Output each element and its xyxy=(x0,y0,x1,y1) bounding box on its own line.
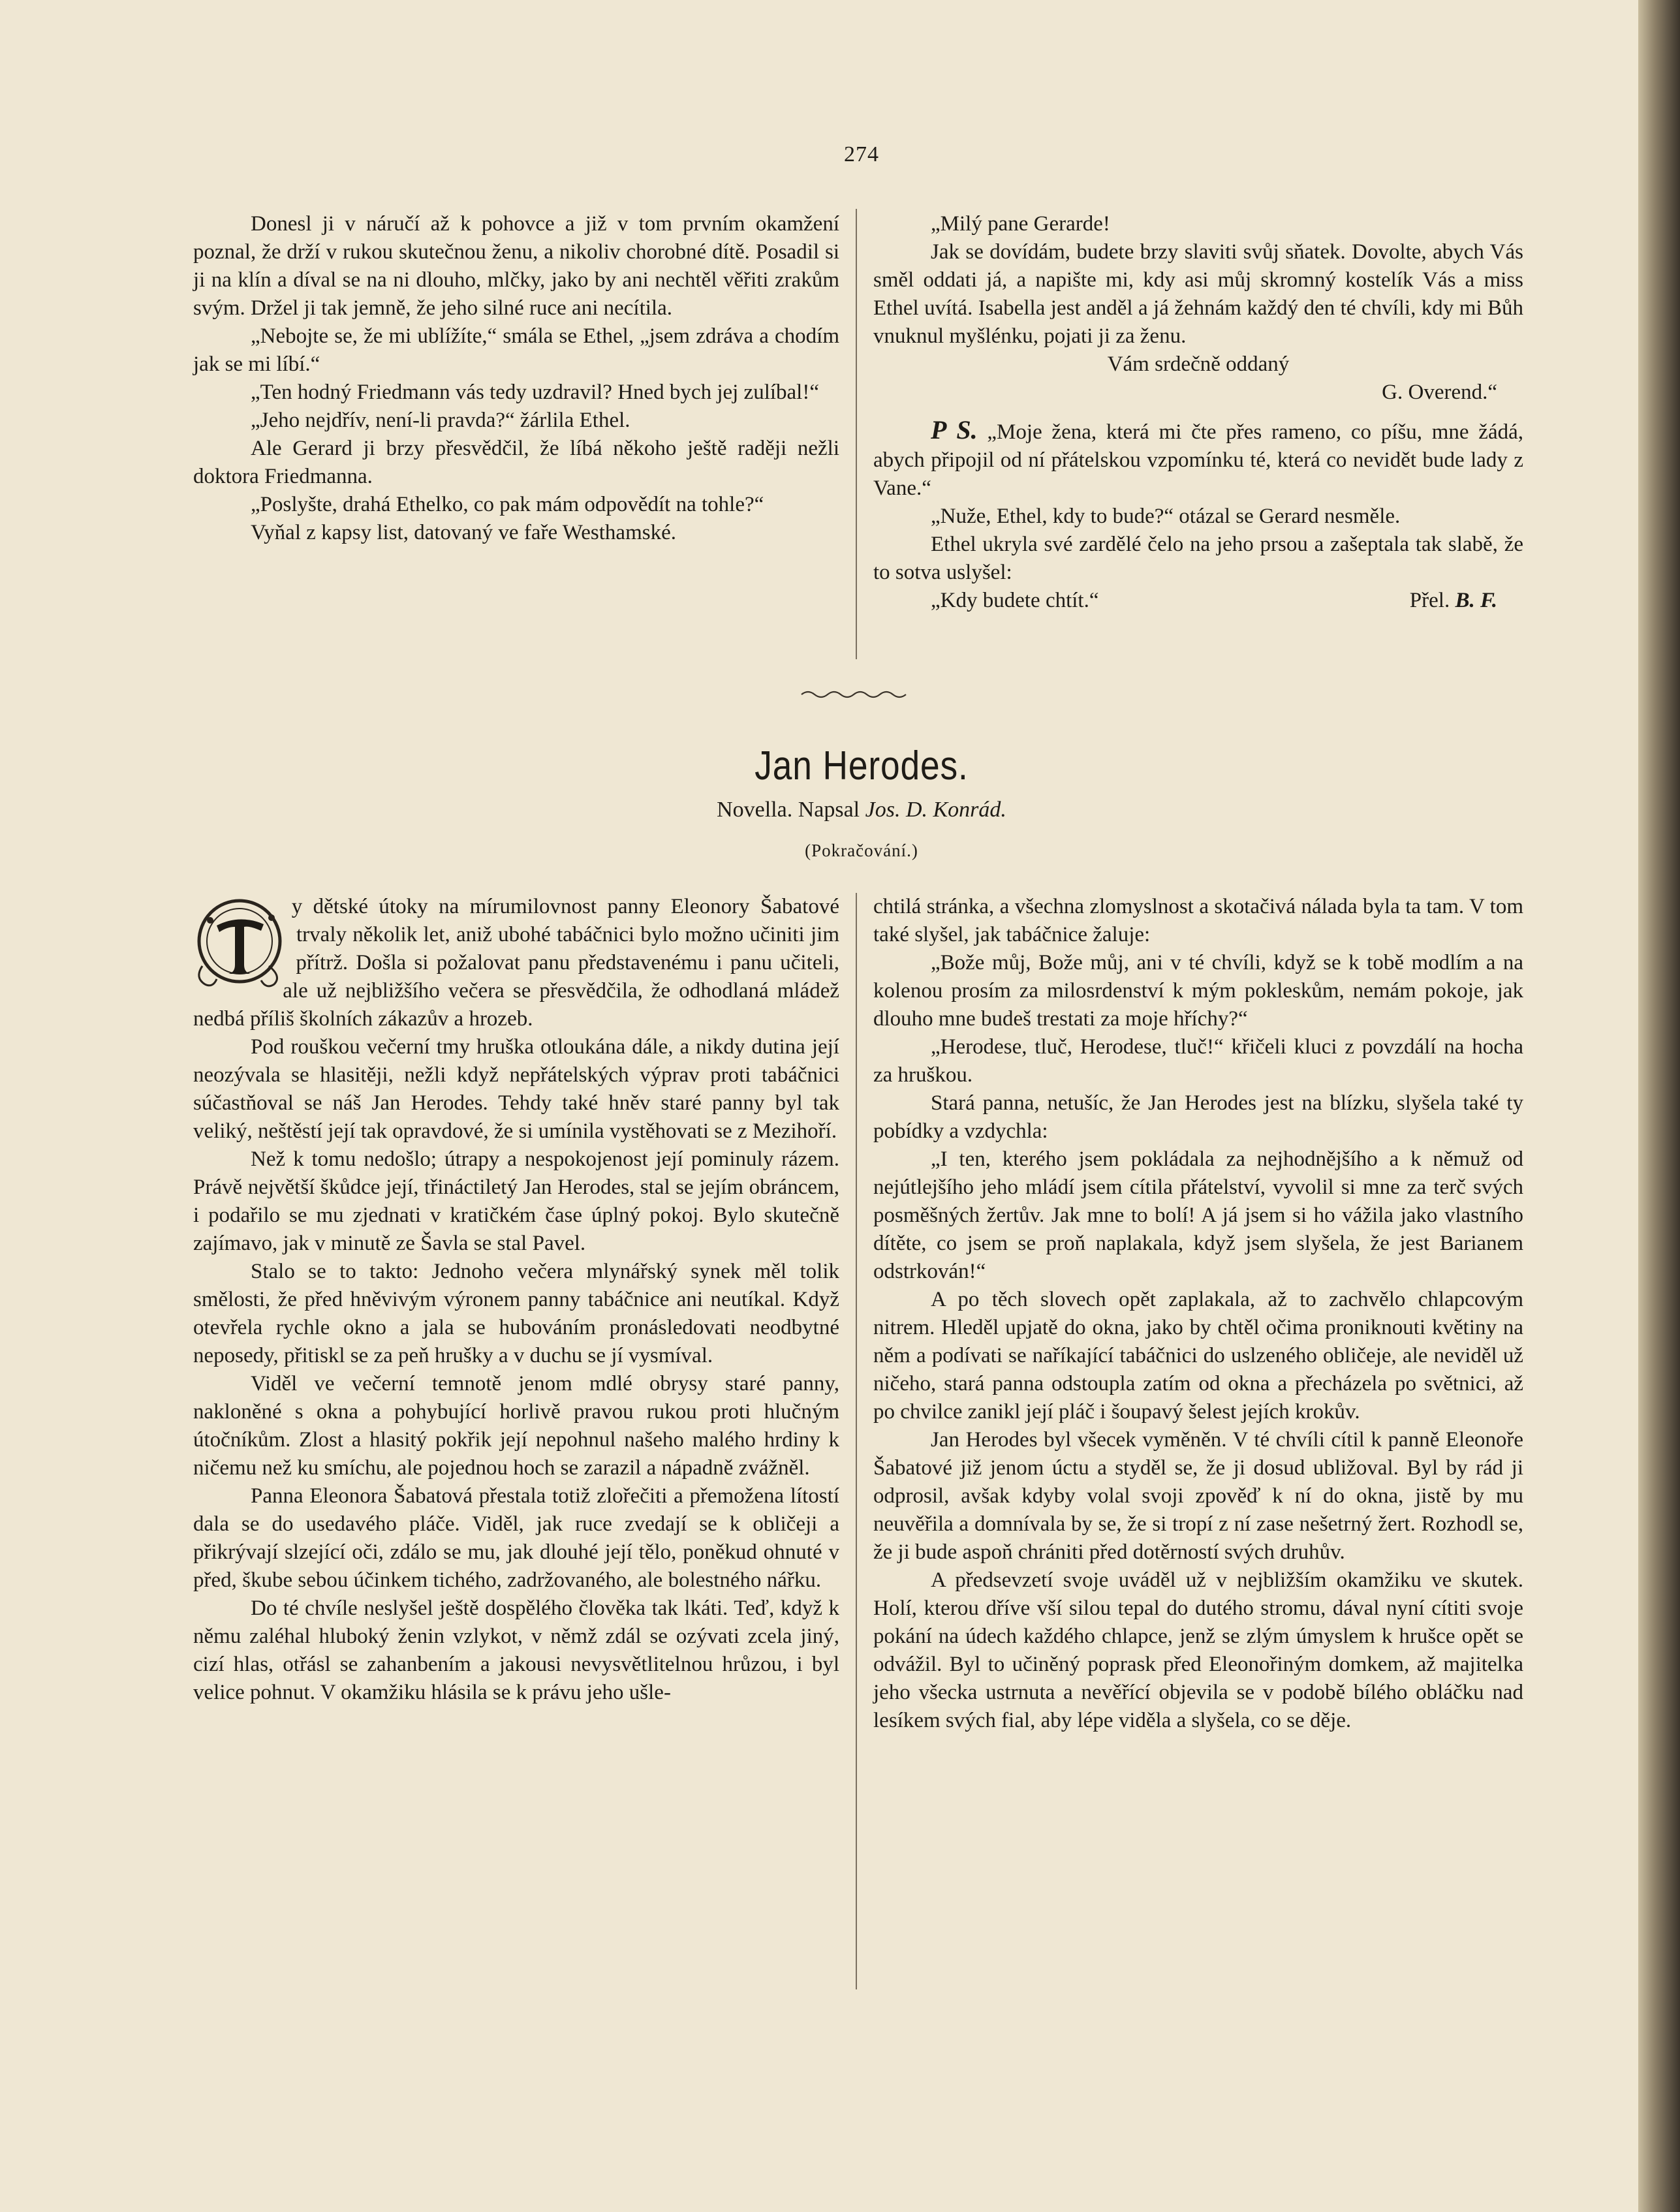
ps-label: P S. xyxy=(931,415,978,444)
paragraph: „Nebojte se, že mi ublížíte,“ smála se Ethel, „jsem zdráva a chodím jak se mi líbí.“ xyxy=(193,324,839,376)
letter-closing: Vám srdečně oddaný xyxy=(1107,352,1290,376)
translator-initials: B. F. xyxy=(1455,589,1497,612)
article-title: Jan Herodes. xyxy=(754,743,969,788)
paragraph: Vyňal z kapsy list, datovaný ve faře Westhamské. xyxy=(251,521,676,544)
paragraph: A po těch slovech opět zaplakala, až to zachvělo chlapcovým nitrem. Hleděl upjatě do okna, jako by chtěl očima proniknouti květiny na něm a podívati se naříkající tabáčnici do uslzeného obličeje, ale neviděl už ničeho, stará panna odstoupla zatím od okna a přecházela po světnici, až po chvilce zanikl její pláč i šoupavý šelest jejích krokův. xyxy=(873,1288,1523,1424)
translator-label: Přel. xyxy=(1409,589,1450,612)
bottom-left-column xyxy=(193,893,839,1707)
letter-body: Jak se dovídám, budete brzy slaviti svůj sňatek. Dovolte, abych Vás směl oddati já, a napište mi, kdy asi můj skromný kostelík Vás a miss Ethel uvítá. Isabella jest anděl a já žehnám každý den té chvíli, kdy mi Bůh vnuknul myšlénku, pojati ji za ženu. xyxy=(873,240,1523,348)
section-separator-ornament xyxy=(800,687,911,702)
translator-credit xyxy=(1410,587,1497,615)
letter-signature: G. Overend.“ xyxy=(1382,381,1497,404)
paragraph: „Bože můj, Bože můj, ani v té chvíli, když se k tobě modlím a na kolenou prosím za milosrdenství k mým pokleskům, nemám pokoje, jak dlouho mne budeš trestati za moje hříchy?“ xyxy=(873,951,1523,1031)
paragraph: Stalo se to takto: Jednoho večera mlynářský synek měl tolik smělosti, že před hněvivým výronem panny tabáčnice ani neutíkal. Když otevřela rychle okno a jala se hubováním pronásledovati neodbytné neposedy, přitiskl se za peň hrušky a v duchu se jí vysmíval. xyxy=(193,1260,839,1367)
paragraph: Než k tomu nedošlo; útrapy a nespokojenost její pominuly rázem. Právě největší škůdce její, třináctiletý Jan Herodes, stal se jejím obráncem, i podařilo se mu zjednati v kratičkém čase úplný pokoj. Bylo skutečně zajímavo, jak v minutě ze Šavla se stal Pavel. xyxy=(193,1147,839,1255)
book-gutter-edge xyxy=(1638,0,1680,2212)
article-author: Jos. D. Konrád. xyxy=(865,798,1006,822)
paragraph-continuation: chtilá stránka, a všechna zlomyslnost a skotačivá nálada byla ta tam. V tom také slyšel, jak tabáčnice žaluje: xyxy=(873,895,1523,946)
paragraph: „Poslyšte, drahá Ethelko, co pak mám odpovědít na tohle?“ xyxy=(251,493,764,516)
paragraph: Donesl ji v náručí až k pohovce a již v tom prvním okamžení poznal, že drží v rukou skutečnou ženu, a nikoliv chorobné dítě. Posadil si ji na klín a díval se na ni dlouho, mlčky, jako by ani nechtěl věřiti zrakům svým. Držel ji tak jemně, že jeho silné ruce ani necítila. xyxy=(193,212,839,320)
paragraph: Ale Gerard ji brzy přesvědčil, že líbá někoho ještě raději nežli doktora Friedmanna. xyxy=(193,437,839,488)
top-right-column xyxy=(873,210,1523,615)
paragraph: Jan Herodes byl všecek vyměněn. V té chvíli cítil k panně Eleonoře Šabatové již jenom úctu a styděl se, že ji dosud ubližoval. Byl by rád ji odprosil, avšak kdyby volal svoji zpověď k ní do okna, jistě by mu neuvěřila a domnívala by se, že si tropí z ní zase nešetrný žert. Rozhodl se, že ji bude aspoň chrániti před dotěrností svých druhův. xyxy=(873,1428,1523,1564)
paragraph: „Jeho nejdřív, není-li pravda?“ žárlila Ethel. xyxy=(251,409,630,432)
paragraph: „I ten, kterého jsem pokládala za nejhodnějšího a k němuž od nejútlejšího jeho mládí jsem cítila přátelství, vyvolil si mne za terč svých posměšných žertův. Jak mne to bolí! A já jsem si ho vážila jako vlastního dítěte, co jsem se proň naplakala, když jsem slyšela, že jest Barianem odstrkován!“ xyxy=(873,1147,1523,1283)
article-subtitle xyxy=(0,798,1680,822)
letter-greeting: „Milý pane Gerarde! xyxy=(931,212,1110,236)
column-rule-bottom xyxy=(856,893,857,1989)
paragraph: „Herodese, tluč, Herodese, tluč!“ křičeli kluci z povzdálí na hocha za hruškou. xyxy=(873,1035,1523,1087)
closing-quote: „Kdy budete chtít.“ xyxy=(931,589,1099,612)
ps-text: „Moje žena, která mi čte přes rameno, co píšu, mne žádá, abych připojil od ní přátelskou vzpomínku té, která co nevidět bude lady z Vane.“ xyxy=(873,420,1523,500)
ornamental-initial-t-icon xyxy=(191,894,288,992)
closing-line xyxy=(873,587,1523,615)
paragraph: Pod rouškou večerní tmy hruška otloukána dále, a nikdy dutina její neozývala se hlasitěji, nežli když nepřátelských výprav proti tabáčnici súčastňoval se náš Jan Herodes. Tehdy také hněv staré panny byl tak veliký, neštěstí její tak opravdové, že si umínila vystěhovati se z Mezihoří. xyxy=(193,1035,839,1143)
paragraph: „Ten hodný Friedmann vás tedy uzdravil? Hned bych jej zulíbal!“ xyxy=(251,381,819,404)
paragraph: Stará panna, netušíc, že Jan Herodes jest na blízku, slyšela také ty pobídky a vzdychla: xyxy=(873,1091,1523,1143)
paragraph: A předsevzetí svoje uváděl už v nejbližším okamžiku ve skutek. Holí, kterou dříve vší silou tepal do dutého stromu, dával nyní cítiti svoje pokání na údech každého chlapce, jenž se zlým úmyslem k hrušce opět se odvážil. Byl to učiněný poprask před Eleonořiným domkem, až majitelka jeho všecka ustrnuta a nevěřící objevila se v podobě bílého obláčku nad lesíkem svých fial, aby lépe viděla a slyšela, co se děje. xyxy=(873,1568,1523,1732)
subtitle-prefix: Novella. Napsal xyxy=(717,798,860,822)
paragraph: Do té chvíle neslyšel ještě dospělého člověka tak lkáti. Teď, když k němu zaléhal hluboký ženin vzlykot, v němž zdál se ozývati zcela jiný, cizí hlas, otřásl se zahanbením a jakousi nevysvětlitelnou hrůzou, i byl velice pohnut. V okamžiku hlásila se k právu jeho ušle- xyxy=(193,1597,839,1704)
column-rule-top xyxy=(856,209,857,659)
letter-postscript xyxy=(873,416,1523,503)
paragraph: Ethel ukryla své zardělé čelo na jeho prsou a zašeptala tak slabě, že to sotva uslyšel: xyxy=(873,533,1523,584)
bottom-right-column xyxy=(873,893,1523,1735)
opening-paragraph: y dětské útoky na mírumilovnost panny Eleonory Šabatové trvaly několik let, aniž ubohé tabáčnici bylo možno učiniti jim přítrž. Došla si požalovat panu představenému i panu učiteli, ale už nejbližšího večera se přesvědčila, že odhodlaná mládež nedbá příliš školních zákazův a hrozeb. xyxy=(193,895,839,1031)
paragraph: Panna Eleonora Šabatová přestala totiž zlořečiti a přemožena lítostí dala se do usedavého pláče. Viděl, jak ruce zvedají se k obličeji a přikrývají slzející oči, zdálo se mu, jak dlouhé její tělo, poněkud ohnuté v před, škube sebou účinkem tichého, zadržovaného, ale bolestného nářku. xyxy=(193,1484,839,1592)
page-number: 274 xyxy=(844,142,879,166)
paragraph: Viděl ve večerní temnotě jenom mdlé obrysy staré panny, nakloněné s okna a pohybující horlivě pravou rukou proti hlučným útočníkům. Zlost a hlasitý pokřik její nepohnul našeho malého hrdiny k ničemu než ku smíchu, ale pojednou hoch se zarazil a nápadně zvážněl. xyxy=(193,1372,839,1480)
top-left-column xyxy=(193,210,839,547)
paragraph: „Nuže, Ethel, kdy to bude?“ otázal se Gerard nesměle. xyxy=(931,505,1401,528)
continuation-note: (Pokračování.) xyxy=(805,841,918,860)
